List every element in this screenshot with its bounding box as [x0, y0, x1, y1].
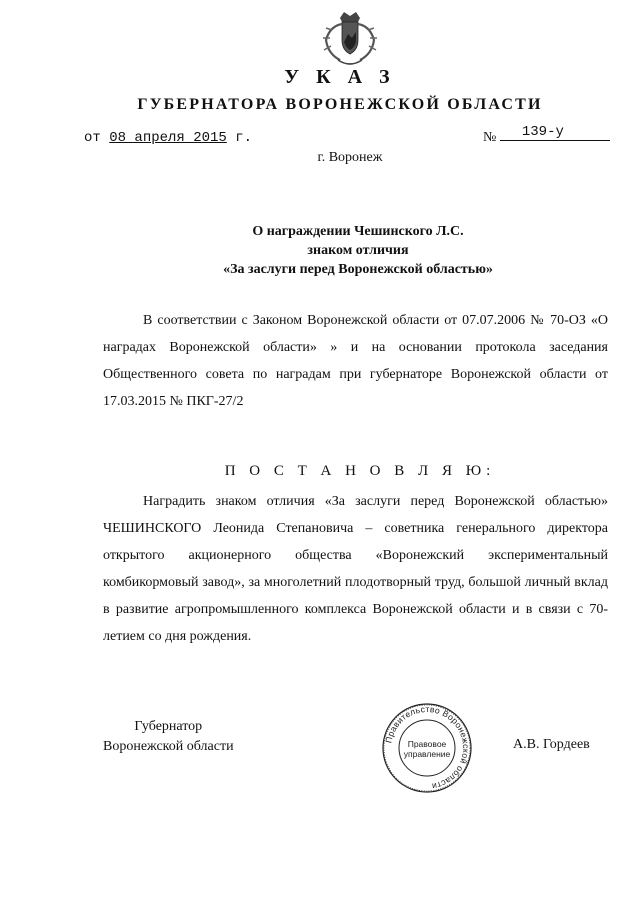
subject-line-3: «За заслуги перед Воронежской областью» — [223, 262, 493, 277]
city: г. Воронеж — [317, 150, 383, 165]
award-paragraph: Наградить знаком отличия «За заслуги перед Воронежской областью» ЧЕШИНСКОГО Леонида Степановича – советника генерального директора открытого акционерного общества «Воронежский экспериментальный комбикормовый завод», за многолетний плодотворный труд, большой личный вклад в развитие агропромышленного комплекса Воронежской области и в связи с 70-летием со дня рождения. — [103, 494, 608, 644]
number-label: № — [483, 130, 497, 145]
stamp-center-line-2: управление — [403, 749, 451, 759]
subject-line-2: знаком отличия — [307, 243, 409, 258]
document-type: У К А З — [284, 66, 396, 88]
official-stamp — [381, 702, 473, 794]
number-value: 139-у — [500, 124, 610, 141]
decree-word: П О С Т А Н О В Л Я Ю: — [224, 463, 496, 479]
post-line-2: Воронежской области — [103, 739, 234, 754]
decree-subject — [0, 222, 640, 279]
date-value: 08 апреля 2015 — [109, 130, 227, 146]
date-suffix: г. — [235, 130, 253, 146]
issuer-title: ГУБЕРНАТОРА ВОРОНЕЖСКОЙ ОБЛАСТИ — [137, 96, 543, 113]
signatory-post — [103, 717, 234, 757]
post-line-1: Губернатор — [134, 719, 203, 734]
stamp-center-line-1: Правовое — [407, 739, 447, 749]
stamp-ring-text: Правительство Воронежской области — [383, 703, 472, 792]
date-prefix: от — [84, 130, 101, 146]
subject-line-1: О награждении Чешинского Л.С. — [252, 224, 464, 239]
decree-number — [483, 124, 610, 147]
coat-of-arms-icon — [318, 10, 382, 70]
signatory-name: А.В. Гордеев — [513, 737, 590, 752]
preamble-paragraph: В соответствии с Законом Воронежской области от 07.07.2006 № 70-ОЗ «О наградах Воронежской области» » и на основании протокола заседания Общественного совета по наградам при губернаторе Воронежской области от 17.03.2015 № ПКГ-27/2 — [103, 313, 608, 409]
decree-date — [84, 130, 252, 146]
